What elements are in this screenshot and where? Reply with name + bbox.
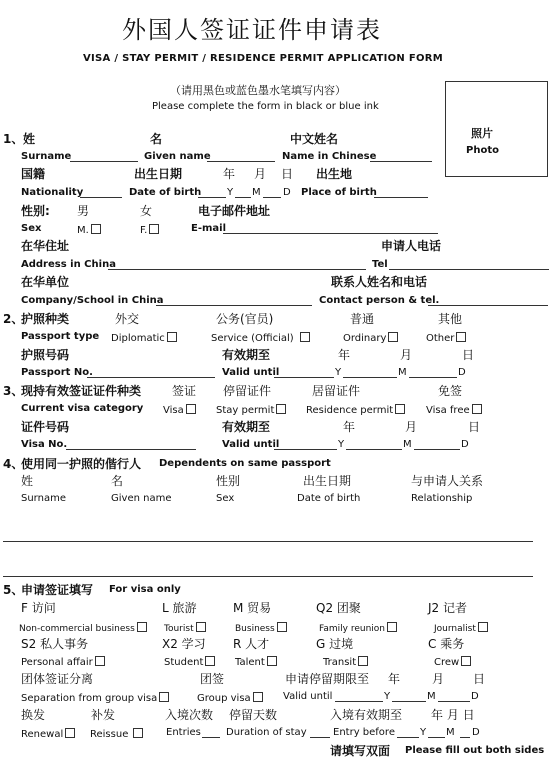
renewal-label: Renewal [21,729,64,740]
female-label-cn: 女 [140,204,153,218]
ordinary-checkbox[interactable] [388,332,398,342]
entry-before-day-field[interactable] [460,737,470,738]
dep-relationship-header-cn: 与申请人关系 [411,474,484,488]
surname-label: Surname [21,151,72,162]
dob-y-label: Y [227,187,234,198]
renewal-option[interactable] [21,728,75,740]
visa-free-option[interactable] [426,404,482,416]
male-label-cn: 男 [77,204,90,218]
visa-year-cn: 年 [343,420,356,434]
visa-day-cn: 日 [468,420,481,434]
section-3-number: 3、 [3,384,24,398]
type-r-option[interactable] [235,656,277,668]
visa-month-cn: 月 [405,420,418,434]
photo-label-cn: 照片 [471,127,493,140]
group-separation-label-cn: 团体签证分离 [21,672,94,686]
ordinary-label: Ordinary [343,333,387,344]
type-q2-label: Family reunion [319,624,385,634]
visa-valid-year-field[interactable] [274,449,337,450]
passport-type-label-cn: 护照种类 [21,312,70,326]
type-m-label-cn: M 贸易 [233,601,272,615]
type-s2-label: Personal affair [21,657,93,668]
pob-label: Place of birth [301,187,377,198]
stay-day-cn: 日 [473,672,486,686]
type-f-option[interactable] [19,622,147,634]
type-l-label: Tourist [164,624,194,634]
nationality-label: Nationality [21,187,84,198]
type-f-label: Non-commercial business [19,624,135,634]
chinese-name-label: Name in Chinese [282,151,377,162]
stay-y-label: Y [384,691,391,702]
male-checkbox[interactable] [91,224,101,234]
visa-category-label: Current visa category [21,403,144,414]
visa-only-heading: For visa only [109,584,181,595]
dob-d-label: D [283,187,291,198]
passport-no-field[interactable] [87,377,215,378]
visa-free-label-cn: 免签 [438,384,463,398]
type-q2-label-cn: Q2 团聚 [316,601,361,615]
company-label: Company/School in China [21,295,164,306]
company-field[interactable] [156,305,312,306]
stay-permit-label-cn: 停留证件 [223,384,272,398]
type-q2-checkbox[interactable] [387,622,397,632]
contact-label-cn: 联系人姓名和电话 [331,275,428,289]
type-r-label-cn: R 人才 [233,637,270,651]
passport-m-label: M [398,367,407,378]
residence-permit-label-cn: 居留证件 [312,384,361,398]
stay-until-month-field[interactable] [392,701,426,702]
duration-field[interactable] [310,737,330,738]
dependents-heading-cn: 使用同一护照的偕行人 [21,457,142,471]
dob-label-cn: 出生日期 [134,167,183,181]
nationality-label-cn: 国籍 [21,167,46,181]
email-label: E-mail [191,223,227,234]
passport-no-label-cn: 护照号码 [21,348,70,362]
type-j2-option[interactable] [434,622,488,634]
passport-valid-month-field[interactable] [343,377,397,378]
email-field[interactable] [223,233,438,234]
entry-y-label: Y [420,727,427,738]
sex-label-cn: 性别: [21,204,50,218]
given-name-label: Given name [144,151,211,162]
type-x2-option[interactable] [164,656,215,668]
section-5-number: 5、 [3,583,24,597]
dependent-row-1[interactable] [3,541,533,542]
stay-until-year-field[interactable] [335,701,383,702]
diplomatic-label-cn: 外交 [115,312,140,326]
visa-label: Visa [163,405,184,416]
type-r-label: Talent [235,657,265,668]
type-j2-label: Journalist [434,624,476,634]
entry-m-label: M [446,727,455,738]
visa-label-cn: 签证 [172,384,197,398]
stay-until-label-cn: 申请停留期限至 [285,672,370,686]
type-g-label-cn: G 过境 [316,637,354,651]
group-separation-option[interactable] [21,692,169,704]
visa-valid-day-field[interactable] [414,449,460,450]
residence-permit-label: Residence permit [306,405,394,416]
stay-until-label: Valid until [283,691,333,702]
group-visa-option[interactable] [197,692,263,704]
entry-before-label-cn: 入境有效期至 [330,708,403,722]
visa-category-label-cn: 现持有效签证证件种类 [21,384,142,398]
passport-day-cn: 日 [462,348,475,362]
visa-d-label: D [461,439,469,450]
type-f-label-cn: F 访问 [21,601,56,615]
stay-until-day-field[interactable] [438,701,470,702]
visa-option[interactable] [163,404,196,416]
footer-note-cn: 请填写双面 [330,744,391,758]
visa-only-heading-cn: 申请签证填写 [21,583,94,597]
type-g-label: Transit [323,657,357,668]
surname-label-cn: 姓 [23,132,36,146]
service-label: Service (Official) [211,333,294,344]
dep-surname-header-cn: 姓 [21,474,34,488]
address-label-cn: 在华住址 [21,239,70,253]
residence-permit-checkbox[interactable] [395,404,405,414]
entries-label: Entries [166,727,201,738]
type-j2-checkbox[interactable] [478,622,488,632]
passport-valid-year-field[interactable] [274,377,334,378]
surname-field[interactable] [70,161,138,162]
visa-valid-month-field[interactable] [346,449,402,450]
ordinary-option[interactable] [343,332,398,344]
company-label-cn: 在华单位 [21,275,70,289]
form-title-chinese: 外国人签证证件申请表 [122,16,382,44]
other-label: Other [426,333,455,344]
group-visa-checkbox[interactable] [253,692,263,702]
dependents-heading: Dependents on same passport [159,458,331,469]
visa-no-field[interactable] [66,449,196,450]
ordinary-label-cn: 普通 [350,312,375,326]
type-m-label: Business [235,624,275,634]
entries-label-cn: 入境次数 [165,708,214,722]
type-f-checkbox[interactable] [137,622,147,632]
service-option[interactable] [211,332,310,344]
section-4-number: 4、 [3,457,24,471]
entry-before-ymd-cn: 年 月 日 [431,708,475,722]
reissue-option[interactable] [90,728,143,740]
photo-label-en: Photo [466,145,499,156]
instruction-english: Please complete the form in black or blue ink [152,101,379,112]
type-x2-label-cn: X2 学习 [162,637,206,651]
pob-label-cn: 出生地 [316,167,353,181]
visa-y-label: Y [338,439,345,450]
dob-month-field[interactable] [235,197,251,198]
type-l-label-cn: L 旅游 [162,601,197,615]
reissue-checkbox[interactable] [133,728,143,738]
instruction-chinese: （请用黑色或蓝色墨水笔填写内容） [170,84,346,97]
type-j2-label-cn: J2 记者 [428,601,467,615]
section-1-number: 1、 [3,132,24,146]
type-c-option[interactable] [434,656,471,668]
dob-m-label: M [252,187,261,198]
type-c-checkbox[interactable] [461,656,471,666]
duration-label: Duration of stay [226,727,307,738]
reissue-label: Reissue [90,729,129,740]
given-name-label-cn: 名 [150,132,163,146]
type-l-checkbox[interactable] [196,622,206,632]
dob-label: Date of birth [129,187,202,198]
contact-label: Contact person & tel. [319,295,440,306]
type-g-checkbox[interactable] [358,656,368,666]
pob-field[interactable] [374,197,428,198]
chinese-name-field[interactable] [370,161,432,162]
dob-month-cn: 月 [254,167,267,181]
diplomatic-label: Diplomatic [111,333,165,344]
group-separation-checkbox[interactable] [159,692,169,702]
male-label: M. [77,225,89,236]
section-2-number: 2、 [3,312,24,326]
type-s2-option[interactable] [21,656,105,668]
group-visa-label: Group visa [197,693,251,704]
passport-year-cn: 年 [338,348,351,362]
group-visa-label-cn: 团签 [200,672,225,686]
dependent-row-2[interactable] [3,576,533,577]
visa-checkbox[interactable] [186,404,196,414]
entry-before-label: Entry before [333,727,395,738]
stay-year-cn: 年 [388,672,401,686]
passport-type-label: Passport type [21,331,100,342]
type-q2-option[interactable] [319,622,397,634]
service-label-cn: 公务(官员) [216,312,274,326]
dep-sex-header-cn: 性别 [216,474,241,488]
type-m-option[interactable] [235,622,287,634]
type-x2-checkbox[interactable] [205,656,215,666]
stay-m-label: M [427,691,436,702]
visa-free-checkbox[interactable] [472,404,482,414]
passport-valid-label: Valid until [222,367,280,378]
stay-d-label: D [471,691,479,702]
nationality-field[interactable] [80,197,122,198]
male-option[interactable] [77,224,101,236]
passport-month-cn: 月 [400,348,413,362]
type-m-checkbox[interactable] [277,622,287,632]
entries-field[interactable] [202,737,220,738]
female-option[interactable] [140,224,159,236]
sex-label: Sex [21,223,42,234]
email-label-cn: 电子邮件地址 [198,204,271,218]
type-g-option[interactable] [323,656,368,668]
dep-surname-header: Surname [21,493,66,504]
passport-no-label: Passport No. [21,367,93,378]
stay-month-cn: 月 [432,672,445,686]
entry-before-month-field[interactable] [428,737,445,738]
dep-given-header: Given name [111,493,172,504]
given-name-field[interactable] [207,161,275,162]
dob-day-cn: 日 [281,167,294,181]
entry-d-label: D [472,727,480,738]
reissue-label-cn: 补发 [91,708,116,722]
type-r-checkbox[interactable] [267,656,277,666]
visa-no-label-cn: 证件号码 [21,420,70,434]
dob-year-cn: 年 [223,167,236,181]
dob-day-field[interactable] [263,197,281,198]
other-option[interactable] [426,332,466,344]
other-label-cn: 其他 [438,312,463,326]
type-s2-checkbox[interactable] [95,656,105,666]
duration-label-cn: 停留天数 [229,708,278,722]
visa-m-label: M [403,439,412,450]
tel-label-cn: 申请人电话 [381,239,442,253]
passport-valid-day-field[interactable] [409,377,457,378]
type-c-label: Crew [434,657,460,668]
residence-permit-option[interactable] [306,404,405,416]
renewal-checkbox[interactable] [65,728,75,738]
stay-permit-label: Stay permit [216,405,275,416]
type-c-label-cn: C 乘务 [428,637,465,651]
photo-box[interactable] [445,81,548,177]
female-checkbox[interactable] [149,224,159,234]
stay-permit-option[interactable] [216,404,286,416]
stay-permit-checkbox[interactable] [276,404,286,414]
visa-valid-label-cn: 有效期至 [222,420,271,434]
type-l-option[interactable] [164,622,206,634]
type-x2-label: Student [164,657,204,668]
dep-given-header-cn: 名 [111,474,124,488]
dob-year-field[interactable] [198,197,226,198]
passport-valid-label-cn: 有效期至 [222,348,271,362]
dep-dob-header-cn: 出生日期 [303,474,352,488]
group-separation-label: Separation from group visa [21,693,158,704]
tel-field[interactable] [389,269,549,270]
service-checkbox[interactable] [300,332,310,342]
diplomatic-checkbox[interactable] [167,332,177,342]
passport-y-label: Y [335,367,342,378]
address-field[interactable] [108,269,366,270]
visa-no-label: Visa No. [21,439,68,450]
entry-before-year-field[interactable] [397,737,419,738]
footer-note: Please fill out both sides [405,745,545,756]
tel-label: Tel [372,259,388,270]
contact-field[interactable] [428,305,548,306]
visa-valid-label: Valid until [222,439,280,450]
dep-dob-header: Date of birth [297,493,361,504]
passport-d-label: D [458,367,466,378]
dep-sex-header: Sex [216,493,235,504]
visa-free-label: Visa free [426,405,470,416]
dep-relationship-header: Relationship [411,493,473,504]
diplomatic-option[interactable] [111,332,177,344]
type-s2-label-cn: S2 私人事务 [21,637,89,651]
chinese-name-label-cn: 中文姓名 [290,132,339,146]
address-label: Address in China [21,259,116,270]
form-title-english: VISA / STAY PERMIT / RESIDENCE PERMIT APPLICATION FORM [83,53,444,64]
other-checkbox[interactable] [456,332,466,342]
female-label: F. [140,225,148,236]
renewal-label-cn: 换发 [21,708,46,722]
